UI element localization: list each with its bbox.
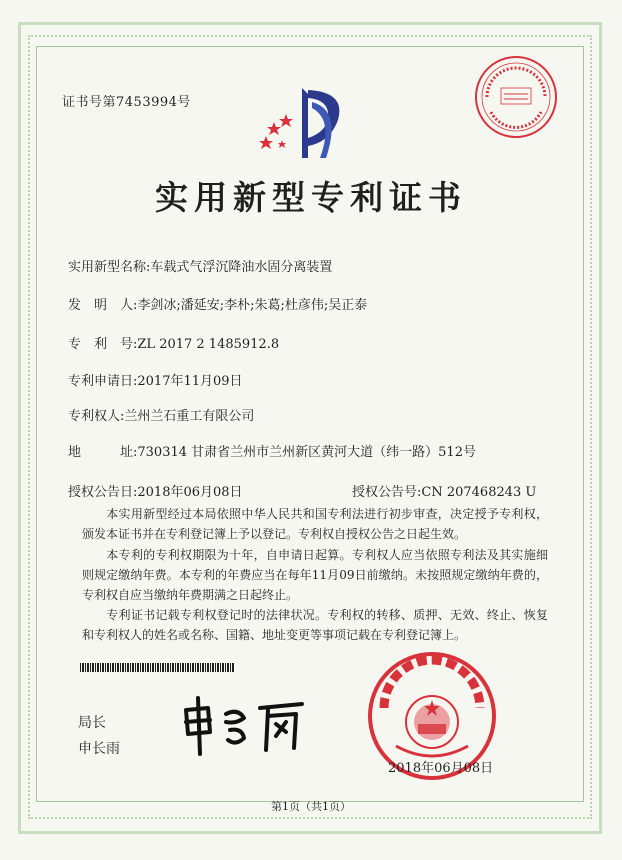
address-row [68, 441, 476, 460]
inventor-label: 发 明 人: [68, 298, 138, 313]
model-name-value: 车载式气浮沉降油水固分离装置 [150, 260, 333, 275]
address-value: 730314 甘肃省兰州市兰州新区黄河大道（纬一路）512号 [137, 445, 476, 460]
announce-date-label: 授权公告日: [68, 485, 138, 500]
patent-number-label: 专 利 号: [68, 337, 138, 352]
patent-number-row [68, 333, 279, 352]
statement-paragraph-2 [82, 545, 548, 605]
certificate-title: 实用新型专利证书 [155, 178, 467, 217]
seal-date: 2018年06月08日 [388, 761, 494, 776]
inventor-value: 李剑冰;潘延安;李朴;朱葛;杜彦伟;吴正泰 [137, 298, 368, 313]
announce-number-value: CN 207468243 U [421, 485, 537, 500]
announce-number-label: 授权公告号: [352, 485, 422, 500]
filing-date-value: 2017年11月09日 [137, 374, 243, 389]
announce-number-row [352, 481, 536, 500]
page-footer: 第1页（共1页） [271, 800, 351, 813]
address-label: 地 址: [68, 445, 138, 460]
cnipa-logo-icon [250, 80, 370, 164]
barcode [80, 663, 235, 672]
certificate-number: 证书号第7453994号 [62, 95, 191, 110]
paragraph-text: 本专利的专利权期限为十年，自申请日起算。专利权人应当依照专利法及其实施细则规定缴纳年费。本专利的年费应当在每年11月09日前缴纳。未按照规定缴纳年费的，专利权自应当缴纳年费期满之日起终止。 [82, 548, 548, 602]
statement-paragraph-1 [82, 504, 548, 544]
signature-icon [178, 688, 308, 760]
patentee-value: 兰州兰石重工有限公司 [124, 409, 255, 424]
director-title: 局长 [78, 715, 106, 731]
paragraph-text: 本实用新型经过本局依照中华人民共和国专利法进行初步审查，决定授予专利权，颁发本证书并在专利登记簿上予以登记。专利权自授权公告之日起生效。 [82, 507, 548, 541]
director-name: 申长雨 [78, 741, 120, 757]
filing-date-label: 专利申请日: [68, 374, 138, 389]
filing-date-row [68, 370, 243, 389]
model-name-label: 实用新型名称: [68, 260, 151, 275]
agency-seal-top-icon [473, 54, 559, 140]
announce-date-value: 2018年06月08日 [137, 485, 243, 500]
statement-paragraph-3 [82, 605, 548, 645]
patentee-row [68, 405, 254, 424]
paragraph-text: 专利证书记载专利权登记时的法律状况。专利权的转移、质押、无效、终止、恢复和专利权人的姓名或名称、国籍、地址变更等事项记载在专利登记簿上。 [82, 608, 548, 642]
announce-date-row [68, 481, 243, 500]
model-name-row [68, 256, 332, 275]
inventor-row [68, 294, 367, 313]
patentee-label: 专利权人: [68, 409, 125, 424]
patent-number-value: ZL 2017 2 1485912.8 [137, 337, 280, 352]
